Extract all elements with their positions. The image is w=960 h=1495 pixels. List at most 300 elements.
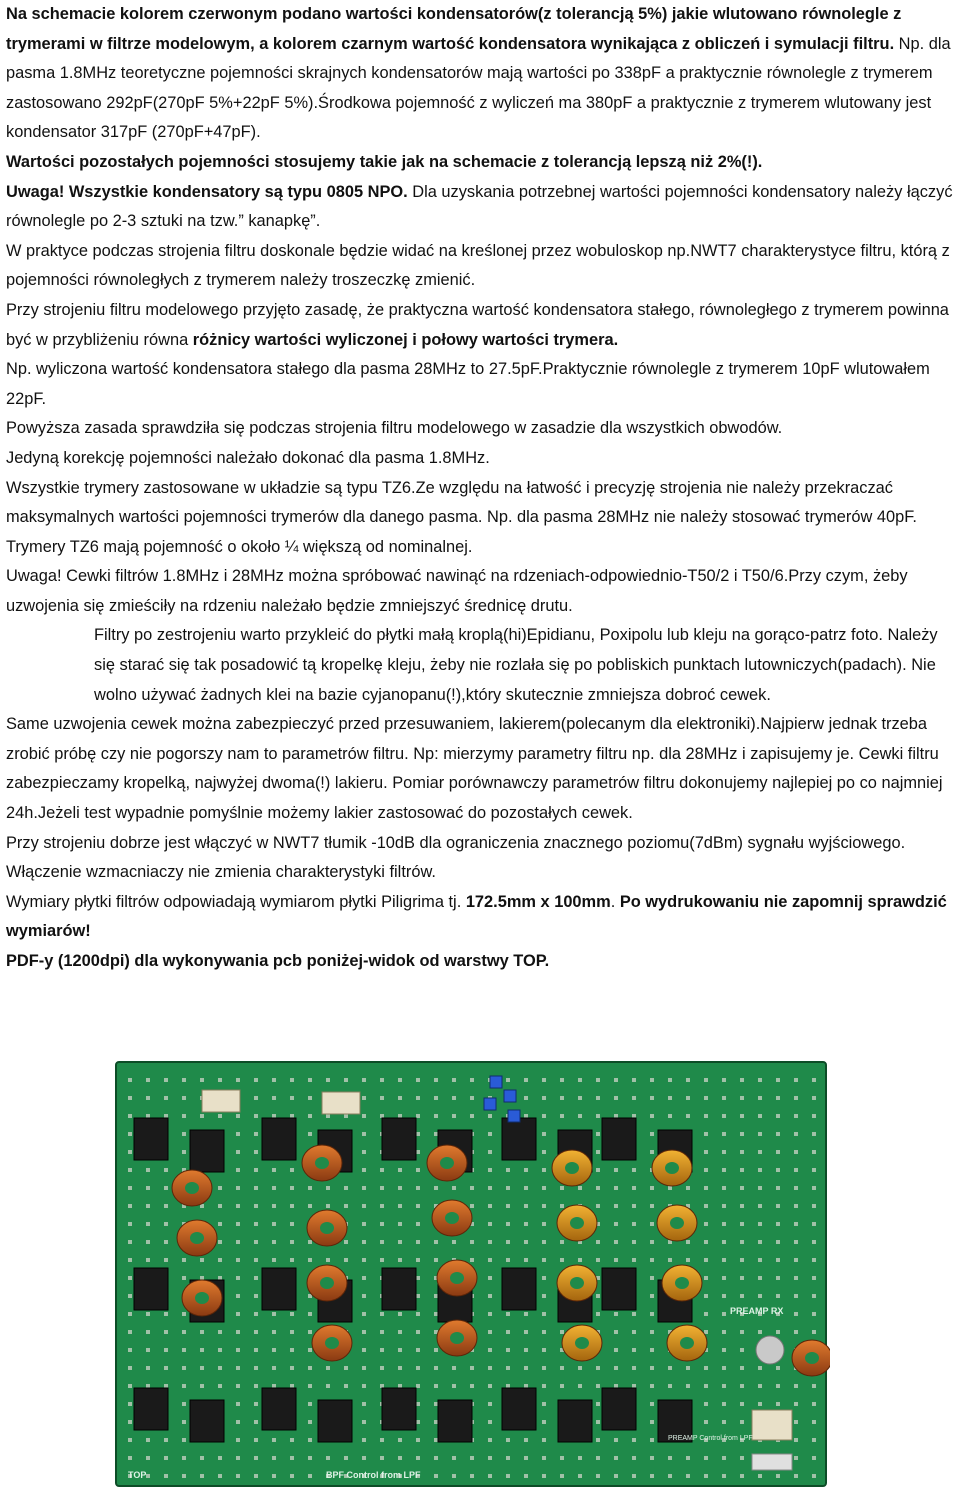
- pcb-pad: [542, 1420, 546, 1424]
- pcb-pad: [488, 1168, 492, 1172]
- pcb-pad: [380, 1204, 384, 1208]
- pcb-pad: [218, 1276, 222, 1280]
- pcb-pad: [758, 1330, 762, 1334]
- pcb-pad: [254, 1348, 258, 1352]
- pcb-pad: [272, 1366, 276, 1370]
- pcb-pad: [182, 1384, 186, 1388]
- pcb-pad: [344, 1240, 348, 1244]
- pcb-pad: [524, 1168, 528, 1172]
- pcb-pad: [362, 1150, 366, 1154]
- pcb-pad: [128, 1366, 132, 1370]
- paragraph: [6, 355, 958, 414]
- pcb-pad: [506, 1330, 510, 1334]
- pcb-pad: [578, 1384, 582, 1388]
- pcb-pad: [704, 1186, 708, 1190]
- toroid-hole: [565, 1162, 579, 1174]
- pcb-pad: [506, 1348, 510, 1352]
- pcb-pad: [632, 1312, 636, 1316]
- pcb-pad: [812, 1132, 816, 1136]
- pcb-pad: [704, 1294, 708, 1298]
- pcb-pad: [596, 1294, 600, 1298]
- relay: [134, 1118, 168, 1160]
- pcb-pad: [506, 1258, 510, 1262]
- filter-can: [322, 1092, 360, 1114]
- pcb-pad: [362, 1420, 366, 1424]
- pcb-pad: [146, 1186, 150, 1190]
- pcb-pad: [776, 1294, 780, 1298]
- pcb-pad: [542, 1258, 546, 1262]
- pcb-pad: [722, 1150, 726, 1154]
- relay: [382, 1388, 416, 1430]
- pcb-pad: [812, 1474, 816, 1478]
- pcb-pad: [542, 1132, 546, 1136]
- pcb-pad: [650, 1132, 654, 1136]
- pcb-pad: [416, 1276, 420, 1280]
- relay: [190, 1130, 224, 1172]
- pcb-pad: [362, 1312, 366, 1316]
- pcb-pad: [272, 1186, 276, 1190]
- pcb-pad: [308, 1402, 312, 1406]
- pcb-pad: [218, 1114, 222, 1118]
- pcb-pad: [182, 1474, 186, 1478]
- pcb-pad: [434, 1186, 438, 1190]
- pcb-pad: [146, 1366, 150, 1370]
- pcb-pad: [380, 1114, 384, 1118]
- pcb-pad: [506, 1384, 510, 1388]
- pcb-pad: [218, 1078, 222, 1082]
- pcb-pad: [398, 1186, 402, 1190]
- relay: [262, 1118, 296, 1160]
- trimmer: [508, 1110, 520, 1122]
- pcb-pad: [686, 1456, 690, 1460]
- pcb-pad: [524, 1384, 528, 1388]
- pcb-pad: [146, 1348, 150, 1352]
- pcb-pad: [740, 1474, 744, 1478]
- toroid-hole: [185, 1182, 199, 1194]
- pcb-pad: [488, 1420, 492, 1424]
- pcb-pad: [812, 1168, 816, 1172]
- pcb-pad: [794, 1222, 798, 1226]
- pcb-pad: [506, 1240, 510, 1244]
- pcb-pad: [578, 1258, 582, 1262]
- pcb-pad: [596, 1186, 600, 1190]
- pcb-pad: [308, 1240, 312, 1244]
- pcb-pad: [236, 1114, 240, 1118]
- pcb-pad: [488, 1150, 492, 1154]
- pcb-pad: [632, 1222, 636, 1226]
- pcb-pad: [362, 1366, 366, 1370]
- pcb-pad: [182, 1348, 186, 1352]
- pcb-pad: [470, 1204, 474, 1208]
- pcb-pad: [794, 1420, 798, 1424]
- pcb-pad: [488, 1204, 492, 1208]
- pcb-pad: [506, 1222, 510, 1226]
- pcb-pad: [326, 1384, 330, 1388]
- pcb-pad: [344, 1384, 348, 1388]
- relay: [558, 1400, 592, 1442]
- pcb-pad: [650, 1384, 654, 1388]
- pcb-pad: [200, 1258, 204, 1262]
- relay: [134, 1388, 168, 1430]
- pcb-pad: [362, 1456, 366, 1460]
- toroid-hole: [665, 1162, 679, 1174]
- pcb-pad: [416, 1132, 420, 1136]
- pcb-pad: [686, 1258, 690, 1262]
- pcb-pad: [416, 1366, 420, 1370]
- pcb-pad: [650, 1330, 654, 1334]
- pcb-pad: [416, 1258, 420, 1262]
- relay: [134, 1268, 168, 1310]
- pcb-pad: [290, 1348, 294, 1352]
- pcb-pad: [272, 1438, 276, 1442]
- pcb-pad: [290, 1222, 294, 1226]
- pcb-pad: [776, 1150, 780, 1154]
- filter-can: [202, 1090, 240, 1112]
- pcb-pad: [236, 1366, 240, 1370]
- pcb-pad: [758, 1078, 762, 1082]
- pcb-label-preamp-control: PREAMP Control from LPF: [668, 1435, 753, 1442]
- pcb-pad: [416, 1096, 420, 1100]
- pcb-pad: [704, 1384, 708, 1388]
- pcb-pad: [164, 1168, 168, 1172]
- pcb-pad: [308, 1132, 312, 1136]
- pcb-pad: [236, 1420, 240, 1424]
- pcb-pad: [434, 1384, 438, 1388]
- pcb-pad: [722, 1474, 726, 1478]
- pcb-pad: [776, 1276, 780, 1280]
- paragraph: [6, 621, 958, 710]
- pcb-pad: [812, 1078, 816, 1082]
- pcb-label-preamp: PREAMP RX: [730, 1306, 784, 1316]
- pcb-pad: [128, 1420, 132, 1424]
- pcb-pad: [146, 1204, 150, 1208]
- pcb-pad: [776, 1258, 780, 1262]
- pcb-pad: [380, 1168, 384, 1172]
- bold-text: Uwaga! Wszystkie kondensatory są typu 0805 NPO.: [6, 182, 408, 201]
- pcb-pad: [722, 1312, 726, 1316]
- pcb-pad: [632, 1456, 636, 1460]
- text-run: Same uzwojenia cewek można zabezpieczyć przed przesuwaniem, lakierem(polecanym dla elektroniki).Najpierw jednak trzeba zrobić próbę czy nie pogorszy nam to parametrów filtru. Np: mierzymy parametry filtru np. dla 28MHz i zapisujemy je. Cewki filtru zabezpieczamy kropelką, najwyżej dwoma(!) lakieru. Pomiar porównawczy parametrów filtru dokonujemy najlepiej po co najmniej 24h.Jeżeli test wypadnie pomyślnie możemy lakier zastosować do pozostałych cewek.: [6, 715, 943, 823]
- pcb-pad: [470, 1078, 474, 1082]
- document-body: [6, 0, 958, 977]
- pcb-pad: [776, 1366, 780, 1370]
- pcb-pad: [506, 1186, 510, 1190]
- pcb-pad: [308, 1384, 312, 1388]
- relay: [602, 1388, 636, 1430]
- pcb-pad: [236, 1186, 240, 1190]
- pcb-pad: [614, 1474, 618, 1478]
- pcb-pad: [416, 1312, 420, 1316]
- pcb-pad: [236, 1132, 240, 1136]
- paragraph: [6, 414, 958, 444]
- pcb-pad: [542, 1438, 546, 1442]
- pcb-pad: [812, 1438, 816, 1442]
- pcb-pad: [740, 1456, 744, 1460]
- pcb-pad: [722, 1258, 726, 1262]
- toroid-hole: [445, 1212, 459, 1224]
- paragraph: [6, 829, 958, 888]
- pcb-pad: [704, 1168, 708, 1172]
- pcb-pad: [434, 1348, 438, 1352]
- pcb-pad: [128, 1456, 132, 1460]
- pcb-pad: [128, 1168, 132, 1172]
- pcb-pad: [758, 1114, 762, 1118]
- paragraph: [6, 947, 958, 977]
- pcb-pad: [398, 1096, 402, 1100]
- pcb-pad: [506, 1366, 510, 1370]
- toroid-hole: [440, 1157, 454, 1169]
- pcb-pad: [254, 1294, 258, 1298]
- pcb-pad: [668, 1186, 672, 1190]
- pcb-pad: [254, 1186, 258, 1190]
- pcb-pad: [398, 1258, 402, 1262]
- relay: [262, 1268, 296, 1310]
- pcb-pad: [614, 1312, 618, 1316]
- pcb-pad: [668, 1096, 672, 1100]
- pcb-pad: [740, 1222, 744, 1226]
- pcb-pad: [524, 1456, 528, 1460]
- pcb-pad: [452, 1240, 456, 1244]
- pcb-pad: [434, 1114, 438, 1118]
- pcb-pad: [758, 1240, 762, 1244]
- pcb-pad: [200, 1114, 204, 1118]
- pcb-pad: [254, 1456, 258, 1460]
- bold-text: różnicy wartości wyliczonej i połowy wartości trymera.: [192, 330, 619, 349]
- pcb-pad: [254, 1114, 258, 1118]
- pcb-pad: [236, 1348, 240, 1352]
- relay: [190, 1400, 224, 1442]
- toroid-hole: [195, 1292, 209, 1304]
- pcb-pad: [668, 1258, 672, 1262]
- pcb-pad: [524, 1330, 528, 1334]
- paragraph: [6, 562, 958, 621]
- pcb-pad: [254, 1330, 258, 1334]
- pcb-pad: [722, 1132, 726, 1136]
- pcb-pad: [236, 1474, 240, 1478]
- pcb-pad: [254, 1078, 258, 1082]
- pcb-pad: [236, 1222, 240, 1226]
- pcb-pad: [182, 1438, 186, 1442]
- pcb-label-top: TOP: [128, 1470, 147, 1480]
- pcb-pad: [704, 1366, 708, 1370]
- pcb-pad: [704, 1132, 708, 1136]
- pcb-pad: [128, 1186, 132, 1190]
- pcb-pad: [416, 1114, 420, 1118]
- pcb-pad: [686, 1474, 690, 1478]
- pcb-pad: [128, 1240, 132, 1244]
- pcb-pad: [758, 1204, 762, 1208]
- pcb-pad: [416, 1438, 420, 1442]
- pcb-pad: [776, 1186, 780, 1190]
- pcb-pad: [578, 1474, 582, 1478]
- pcb-pad: [812, 1114, 816, 1118]
- pcb-pad: [362, 1096, 366, 1100]
- paragraph: [6, 0, 958, 148]
- pcb-pad: [470, 1240, 474, 1244]
- pcb-pad: [380, 1222, 384, 1226]
- pcb-pad: [542, 1078, 546, 1082]
- pcb-pad: [488, 1330, 492, 1334]
- pcb-pad: [524, 1204, 528, 1208]
- pcb-pad: [542, 1276, 546, 1280]
- pcb-pad: [614, 1438, 618, 1442]
- pcb-pad: [506, 1168, 510, 1172]
- pcb-pad: [146, 1222, 150, 1226]
- pcb-pad: [290, 1186, 294, 1190]
- pcb-pad: [200, 1474, 204, 1478]
- pcb-pad: [794, 1276, 798, 1280]
- pcb-pad: [290, 1258, 294, 1262]
- pcb-pad: [704, 1258, 708, 1262]
- pcb-pad: [290, 1330, 294, 1334]
- bold-text: 172.5mm x 100mm: [465, 892, 611, 911]
- pcb-pad: [164, 1456, 168, 1460]
- pcb-pad: [236, 1078, 240, 1082]
- pcb-pad: [308, 1312, 312, 1316]
- pcb-pad: [380, 1366, 384, 1370]
- pcb-pad: [524, 1078, 528, 1082]
- toroid-hole: [675, 1277, 689, 1289]
- pcb-pad: [398, 1330, 402, 1334]
- paragraph: [6, 148, 958, 178]
- pcb-pad: [362, 1132, 366, 1136]
- pcb-pad: [776, 1384, 780, 1388]
- pcb-pad: [362, 1204, 366, 1208]
- pcb-pad: [704, 1420, 708, 1424]
- pcb-pad: [254, 1366, 258, 1370]
- pcb-pad: [632, 1078, 636, 1082]
- pcb-pad: [380, 1348, 384, 1352]
- pcb-pad: [254, 1438, 258, 1442]
- pcb-pad: [254, 1420, 258, 1424]
- pcb-pad: [470, 1474, 474, 1478]
- pcb-pad: [722, 1078, 726, 1082]
- pcb-pad: [452, 1114, 456, 1118]
- pcb-pad: [722, 1168, 726, 1172]
- transistor-can: [756, 1336, 784, 1364]
- pcb-pad: [560, 1114, 564, 1118]
- pcb-pad: [560, 1330, 564, 1334]
- pcb-pad: [614, 1348, 618, 1352]
- pcb-pad: [632, 1204, 636, 1208]
- pcb-pad: [722, 1222, 726, 1226]
- pcb-pad: [272, 1474, 276, 1478]
- pcb-pad: [398, 1114, 402, 1118]
- bold-text: Po wydrukowaniu nie zapomnij sprawdzić wymiarów!: [6, 892, 947, 941]
- connector: [752, 1454, 792, 1470]
- pcb-pad: [164, 1438, 168, 1442]
- pcb-pad: [398, 1384, 402, 1388]
- text-run: Przy strojeniu filtru modelowego przyjęto zasadę, że praktyczna wartość kondensatora stałego, równoległego z trymerem powinna być w przybliżeniu równa: [6, 300, 949, 349]
- pcb-pad: [290, 1096, 294, 1100]
- pcb-pad: [794, 1078, 798, 1082]
- pcb-pad: [200, 1348, 204, 1352]
- pcb-pad: [740, 1240, 744, 1244]
- pcb-pad: [488, 1474, 492, 1478]
- pcb-pad: [308, 1078, 312, 1082]
- pcb-pad: [650, 1258, 654, 1262]
- pcb-pad: [542, 1330, 546, 1334]
- pcb-pad: [632, 1186, 636, 1190]
- pcb-pad: [434, 1474, 438, 1478]
- toroid-hole: [805, 1352, 819, 1364]
- pcb-pad: [560, 1204, 564, 1208]
- pcb-pad: [326, 1258, 330, 1262]
- text-run: Np. dla pasma 1.8MHz teoretyczne pojemności skrajnych kondensatorów mają wartości po 338pF a praktycznie równolegle z trymerem zastosowano 292pF(270pF 5%+22pF 5%).Środkowa pojemność z wyliczeń ma 380pF a praktycznie z trymerem wlutowany jest kondensator 317pF (270pF+47pF).: [6, 34, 951, 142]
- bold-text: Wartości pozostałych pojemności stosujemy takie jak na schemacie z tolerancją lepszą niż 2%(!).: [6, 152, 763, 171]
- pcb-pad: [128, 1330, 132, 1334]
- pcb-pad: [560, 1366, 564, 1370]
- pcb-pad: [812, 1186, 816, 1190]
- pcb-pad: [704, 1312, 708, 1316]
- pcb-pad: [236, 1438, 240, 1442]
- pcb-pad: [236, 1384, 240, 1388]
- pcb-pad: [308, 1438, 312, 1442]
- trimmer: [484, 1098, 496, 1110]
- pcb-pad: [434, 1240, 438, 1244]
- pcb-pad: [416, 1078, 420, 1082]
- pcb-pad: [650, 1096, 654, 1100]
- pcb-pad: [344, 1366, 348, 1370]
- pcb-pad: [650, 1348, 654, 1352]
- pcb-pad: [650, 1186, 654, 1190]
- pcb-pad: [740, 1330, 744, 1334]
- pcb-pad: [218, 1384, 222, 1388]
- pcb-pad: [146, 1438, 150, 1442]
- pcb-pad: [416, 1150, 420, 1154]
- pcb-pad: [470, 1186, 474, 1190]
- pcb-pad: [740, 1186, 744, 1190]
- pcb-pad: [362, 1114, 366, 1118]
- relay: [602, 1118, 636, 1160]
- pcb-pad: [272, 1330, 276, 1334]
- pcb-pad: [794, 1384, 798, 1388]
- pcb-pad: [452, 1366, 456, 1370]
- pcb-pad: [650, 1078, 654, 1082]
- pcb-pad: [272, 1222, 276, 1226]
- pcb-pad: [776, 1168, 780, 1172]
- pcb-pad: [506, 1438, 510, 1442]
- pcb-pad: [722, 1384, 726, 1388]
- pcb-pad: [740, 1204, 744, 1208]
- pcb-pad: [722, 1330, 726, 1334]
- pcb-pad: [308, 1474, 312, 1478]
- pcb-pad: [416, 1294, 420, 1298]
- pcb-photo: [112, 1058, 830, 1490]
- toroid-hole: [680, 1337, 694, 1349]
- pcb-pad: [560, 1474, 564, 1478]
- pcb-pad: [362, 1348, 366, 1352]
- pcb-pad: [218, 1330, 222, 1334]
- pcb-pad: [776, 1222, 780, 1226]
- pcb-pad: [146, 1240, 150, 1244]
- pcb-pad: [740, 1402, 744, 1406]
- pcb-pad: [218, 1474, 222, 1478]
- pcb-pad: [668, 1114, 672, 1118]
- pcb-pad: [542, 1312, 546, 1316]
- pcb-pad: [758, 1474, 762, 1478]
- pcb-pad: [182, 1150, 186, 1154]
- pcb-pad: [128, 1114, 132, 1118]
- pcb-pad: [488, 1114, 492, 1118]
- pcb-pad: [704, 1096, 708, 1100]
- pcb-pad: [614, 1168, 618, 1172]
- pcb-pad: [740, 1384, 744, 1388]
- pcb-pad: [668, 1456, 672, 1460]
- pcb-pad: [794, 1186, 798, 1190]
- pcb-pad: [182, 1402, 186, 1406]
- pcb-pad: [560, 1456, 564, 1460]
